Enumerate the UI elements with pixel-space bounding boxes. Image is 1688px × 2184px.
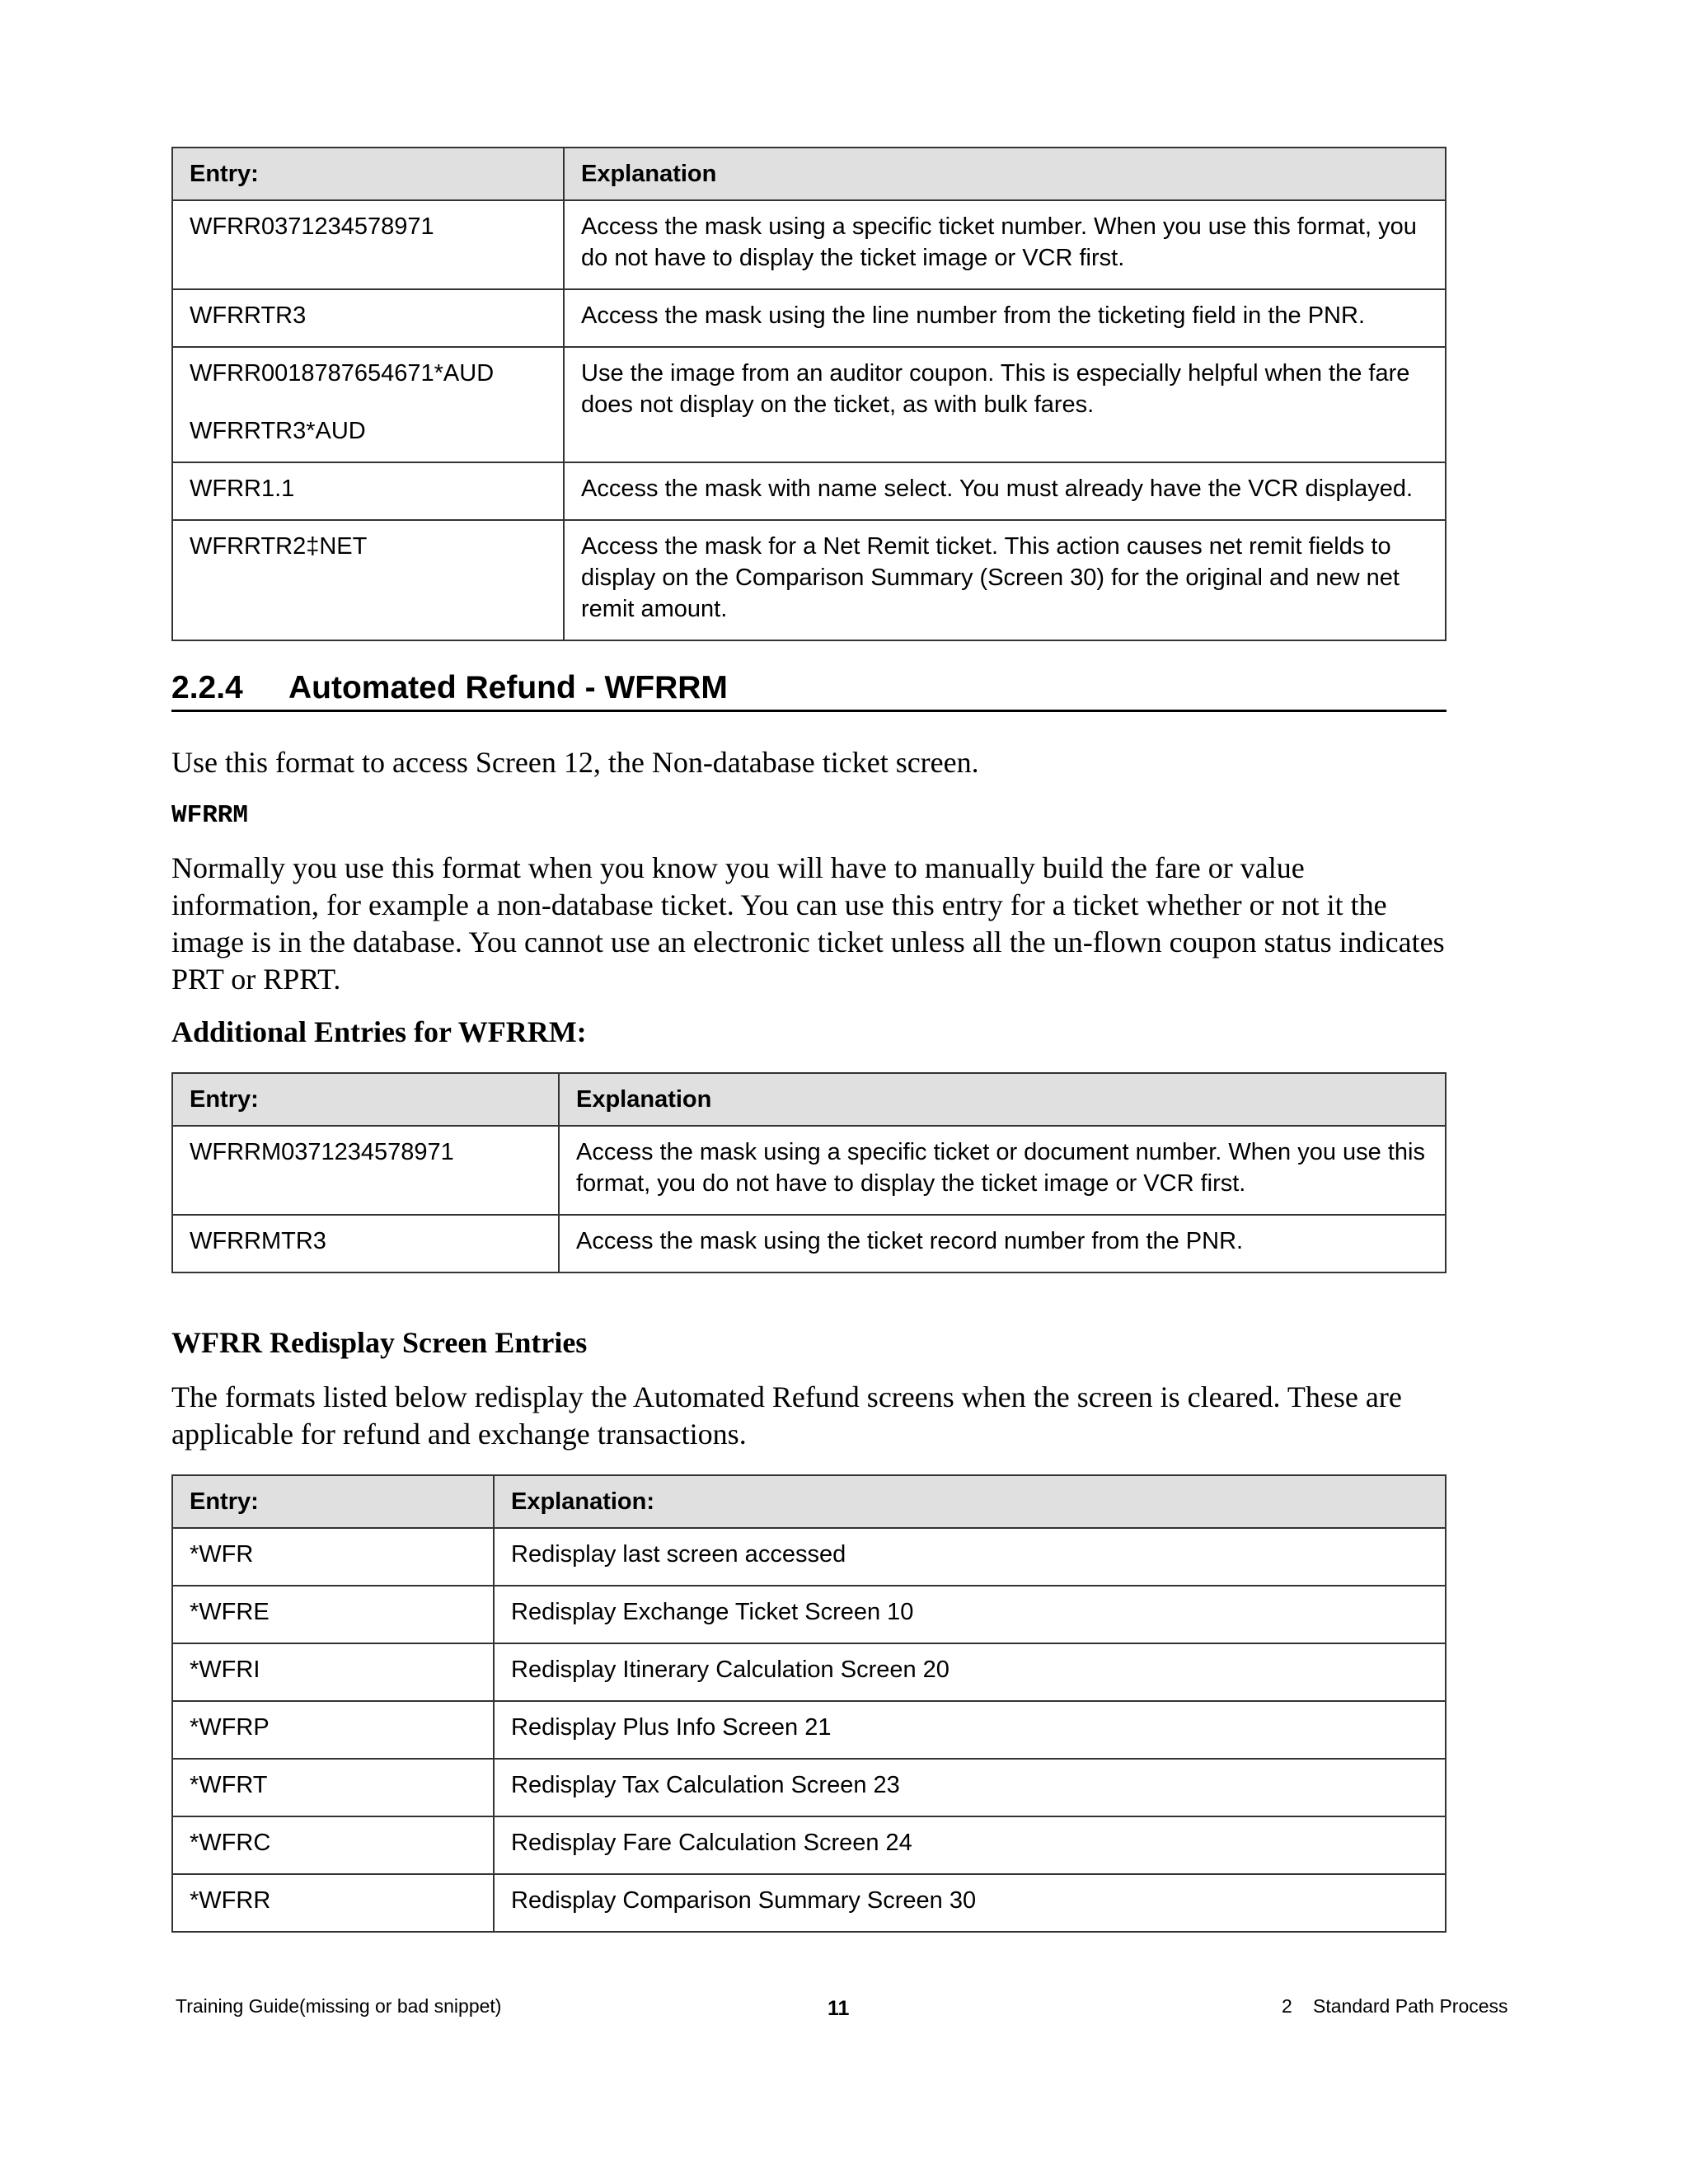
- table-row: [172, 1874, 1446, 1932]
- section-title: Automated Refund - WFRRM: [288, 670, 728, 705]
- column-header-explanation: Explanation:: [494, 1475, 1446, 1528]
- table-header-row: [172, 1475, 1446, 1528]
- table-row: [172, 1126, 1446, 1215]
- entry-cell: WFRR0371234578971: [172, 200, 564, 289]
- column-header-entry: Entry:: [172, 148, 564, 200]
- entry-cell: WFRRTR2‡NET: [172, 520, 564, 640]
- table-row: [172, 200, 1446, 289]
- command-code: WFRRM: [171, 801, 249, 830]
- explanation-cell: Access the mask using the line number from the ticketing field in the PNR.: [564, 289, 1446, 347]
- table-row: [172, 520, 1446, 640]
- entry-cell: *WFRE: [172, 1586, 494, 1643]
- explanation-cell: Access the mask using a specific ticket or document number. When you use this format, you do not have to display the ticket image or VCR first.: [559, 1126, 1446, 1215]
- entry-cell: WFRR1.1: [172, 462, 564, 520]
- table-header-row: [172, 1073, 1446, 1126]
- explanation-cell: Access the mask with name select. You must already have the VCR displayed.: [564, 462, 1446, 520]
- section-number: 2.2.4: [171, 670, 243, 705]
- explanation-cell: Access the mask using the ticket record number from the PNR.: [559, 1215, 1446, 1272]
- table-row: [172, 462, 1446, 520]
- table-row: [172, 1586, 1446, 1643]
- section-body: Normally you use this format when you know you will have to manually build the fare or value information, for example a non-database ticket. You can use this entry for a ticket whether or not it the image is in the database. You cannot use an electronic ticket unless all the un-flown coupon status indicates PRT or RPRT.: [171, 851, 1445, 996]
- explanation-cell: Access the mask for a Net Remit ticket. This action causes net remit fields to display on the Comparison Summary (Screen 30) for the original and new net remit amount.: [564, 520, 1446, 640]
- footer-chapter-title: Standard Path Process: [1313, 1995, 1508, 2017]
- table-row: [172, 1215, 1446, 1272]
- table-row: [172, 1528, 1446, 1586]
- entry-cell: *WFRT: [172, 1759, 494, 1816]
- entry-cell: WFRRMTR3: [172, 1215, 559, 1272]
- explanation-cell: Redisplay Fare Calculation Screen 24: [494, 1816, 1446, 1874]
- column-header-entry: Entry:: [172, 1475, 494, 1528]
- entry-cell: *WFRR: [172, 1874, 494, 1932]
- entry-text-alternate: WFRRTR3*AUD: [190, 418, 366, 444]
- explanation-cell: Redisplay Plus Info Screen 21: [494, 1701, 1446, 1759]
- footer-chapter-number: 2: [1282, 1995, 1292, 2017]
- redisplay-entries-table: [171, 1474, 1447, 1933]
- entry-cell: *WFR: [172, 1528, 494, 1586]
- entries-table-wfrr: [171, 147, 1447, 641]
- redisplay-body: The formats listed below redisplay the Automated Refund screens when the screen is cleared. These are applicable for refund and exchange transactions.: [171, 1380, 1402, 1451]
- explanation-cell: Redisplay last screen accessed: [494, 1528, 1446, 1586]
- explanation-cell: Redisplay Exchange Ticket Screen 10: [494, 1586, 1446, 1643]
- entry-cell: WFRRM0371234578971: [172, 1126, 559, 1215]
- table-row: [172, 1643, 1446, 1701]
- section-intro: Use this format to access Screen 12, the Non-database ticket screen.: [171, 746, 979, 779]
- entry-text: WFRR0018787654671*AUD: [190, 360, 495, 387]
- table-row: [172, 289, 1446, 347]
- entry-cell: *WFRP: [172, 1701, 494, 1759]
- entry-cell: *WFRI: [172, 1643, 494, 1701]
- explanation-cell: Use the image from an auditor coupon. This is especially helpful when the fare does not display on the ticket, as with bulk fares.: [564, 347, 1446, 462]
- table-row: [172, 347, 1446, 462]
- explanation-cell: Access the mask using a specific ticket number. When you use this format, you do not have to display the ticket image or VCR first.: [564, 200, 1446, 289]
- entries-table-wfrrm: [171, 1072, 1447, 1273]
- footer-page-number: 11: [828, 1997, 850, 2020]
- entry-cell: [172, 347, 564, 462]
- entry-cell: WFRRTR3: [172, 289, 564, 347]
- table-row: [172, 1816, 1446, 1874]
- additional-entries-heading: Additional Entries for WFRRM:: [171, 1015, 587, 1048]
- column-header-explanation: Explanation: [564, 148, 1446, 200]
- column-header-explanation: Explanation: [559, 1073, 1446, 1126]
- explanation-cell: Redisplay Itinerary Calculation Screen 20: [494, 1643, 1446, 1701]
- explanation-cell: Redisplay Tax Calculation Screen 23: [494, 1759, 1446, 1816]
- column-header-entry: Entry:: [172, 1073, 559, 1126]
- explanation-cell: Redisplay Comparison Summary Screen 30: [494, 1874, 1446, 1932]
- table-header-row: [172, 148, 1446, 200]
- table-row: [172, 1759, 1446, 1816]
- section-heading: [171, 669, 1447, 712]
- entry-cell: *WFRC: [172, 1816, 494, 1874]
- redisplay-heading: WFRR Redisplay Screen Entries: [171, 1326, 588, 1359]
- footer-document-title: Training Guide(missing or bad snippet): [176, 1995, 502, 2017]
- table-row: [172, 1701, 1446, 1759]
